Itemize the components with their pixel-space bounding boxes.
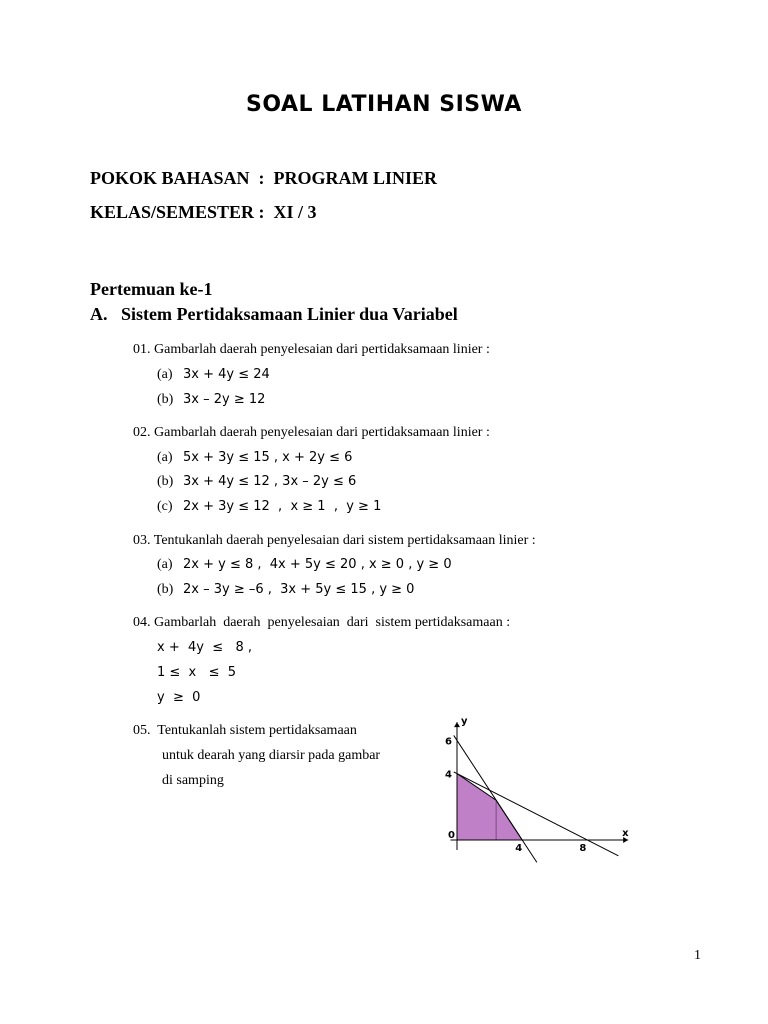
question-1: 01. Gambarlah daerah penyelesaian dari pertidaksamaan linier : (133, 342, 490, 357)
item-label: (a) (157, 557, 173, 572)
question-4: 04. Gambarlah daerah penyelesaian dari sistem pertidaksamaan : (133, 615, 511, 630)
section-heading (90, 304, 458, 325)
document-title: SOAL LATIHAN SISWA (246, 92, 522, 117)
inequality: 2x – 3y ≥ –6 , 3x + 5y ≤ 15 , y ≥ 0 (183, 582, 415, 597)
item-label: (b) (157, 392, 174, 407)
inequality: 2x + y ≤ 8 , 4x + 5y ≤ 20 , x ≥ 0 , y ≥ 0 (183, 557, 452, 572)
question-5-line-3: di samping (162, 773, 224, 788)
tick-label: 0 (448, 830, 455, 841)
y-axis-arrow (454, 722, 460, 727)
question-5-line-2: untuk dearah yang diarsir pada gambar (162, 748, 381, 763)
item-label: (b) (157, 474, 174, 489)
item-label: (a) (157, 367, 173, 382)
question-3: 03. Tentukanlah daerah penyelesaian dari sistem pertidaksamaan linier : (133, 533, 536, 548)
inequality: 3x + 4y ≤ 24 (183, 367, 270, 382)
inequality: 5x + 3y ≤ 15 , x + 2y ≤ 6 (183, 450, 353, 465)
question-2b (157, 474, 356, 490)
inequality: 3x + 4y ≤ 12 , 3x – 2y ≤ 6 (183, 474, 357, 489)
system-line-1: x + 4y ≤ 8 , (157, 640, 253, 655)
tick-label: 4 (515, 843, 523, 854)
y-axis-label: y (461, 718, 468, 728)
question-3b (157, 582, 414, 598)
meeting-heading: Pertemuan ke-1 (90, 279, 213, 299)
question-3a (157, 557, 452, 573)
tick-label: 6 (445, 736, 452, 748)
tick-label: 4 (445, 769, 452, 781)
topic-line: POKOK BAHASAN : PROGRAM LINIER (90, 168, 438, 188)
question-5-line-1: 05. Tentukanlah sistem pertidaksamaan (133, 723, 357, 738)
linear-program-graph (424, 718, 650, 868)
system-line-2: 1 ≤ x ≤ 5 (157, 665, 237, 680)
inequality: 2x + 3y ≤ 12 , x ≥ 1 , y ≥ 1 (183, 499, 382, 514)
page-number: 1 (694, 948, 701, 963)
item-label: (a) (157, 450, 173, 465)
system-line-3: y ≥ 0 (157, 690, 201, 705)
item-label: (b) (157, 582, 174, 597)
question-1a (157, 367, 270, 383)
tick-label: 8 (579, 843, 587, 854)
question-2c (157, 499, 381, 515)
question-2: 02. Gambarlah daerah penyelesaian dari pertidaksamaan linier : (133, 425, 490, 440)
inequality: 3x – 2y ≥ 12 (183, 392, 266, 407)
section-letter: A. (90, 304, 108, 324)
section-title: Sistem Pertidaksamaan Linier dua Variabel (121, 304, 458, 324)
class-semester-line: KELAS/SEMESTER : XI / 3 (90, 202, 317, 222)
shaded-region (457, 774, 522, 840)
x-axis-label: x (622, 828, 629, 839)
question-1b (157, 392, 265, 408)
item-label: (c) (157, 499, 173, 514)
question-2a (157, 450, 352, 466)
